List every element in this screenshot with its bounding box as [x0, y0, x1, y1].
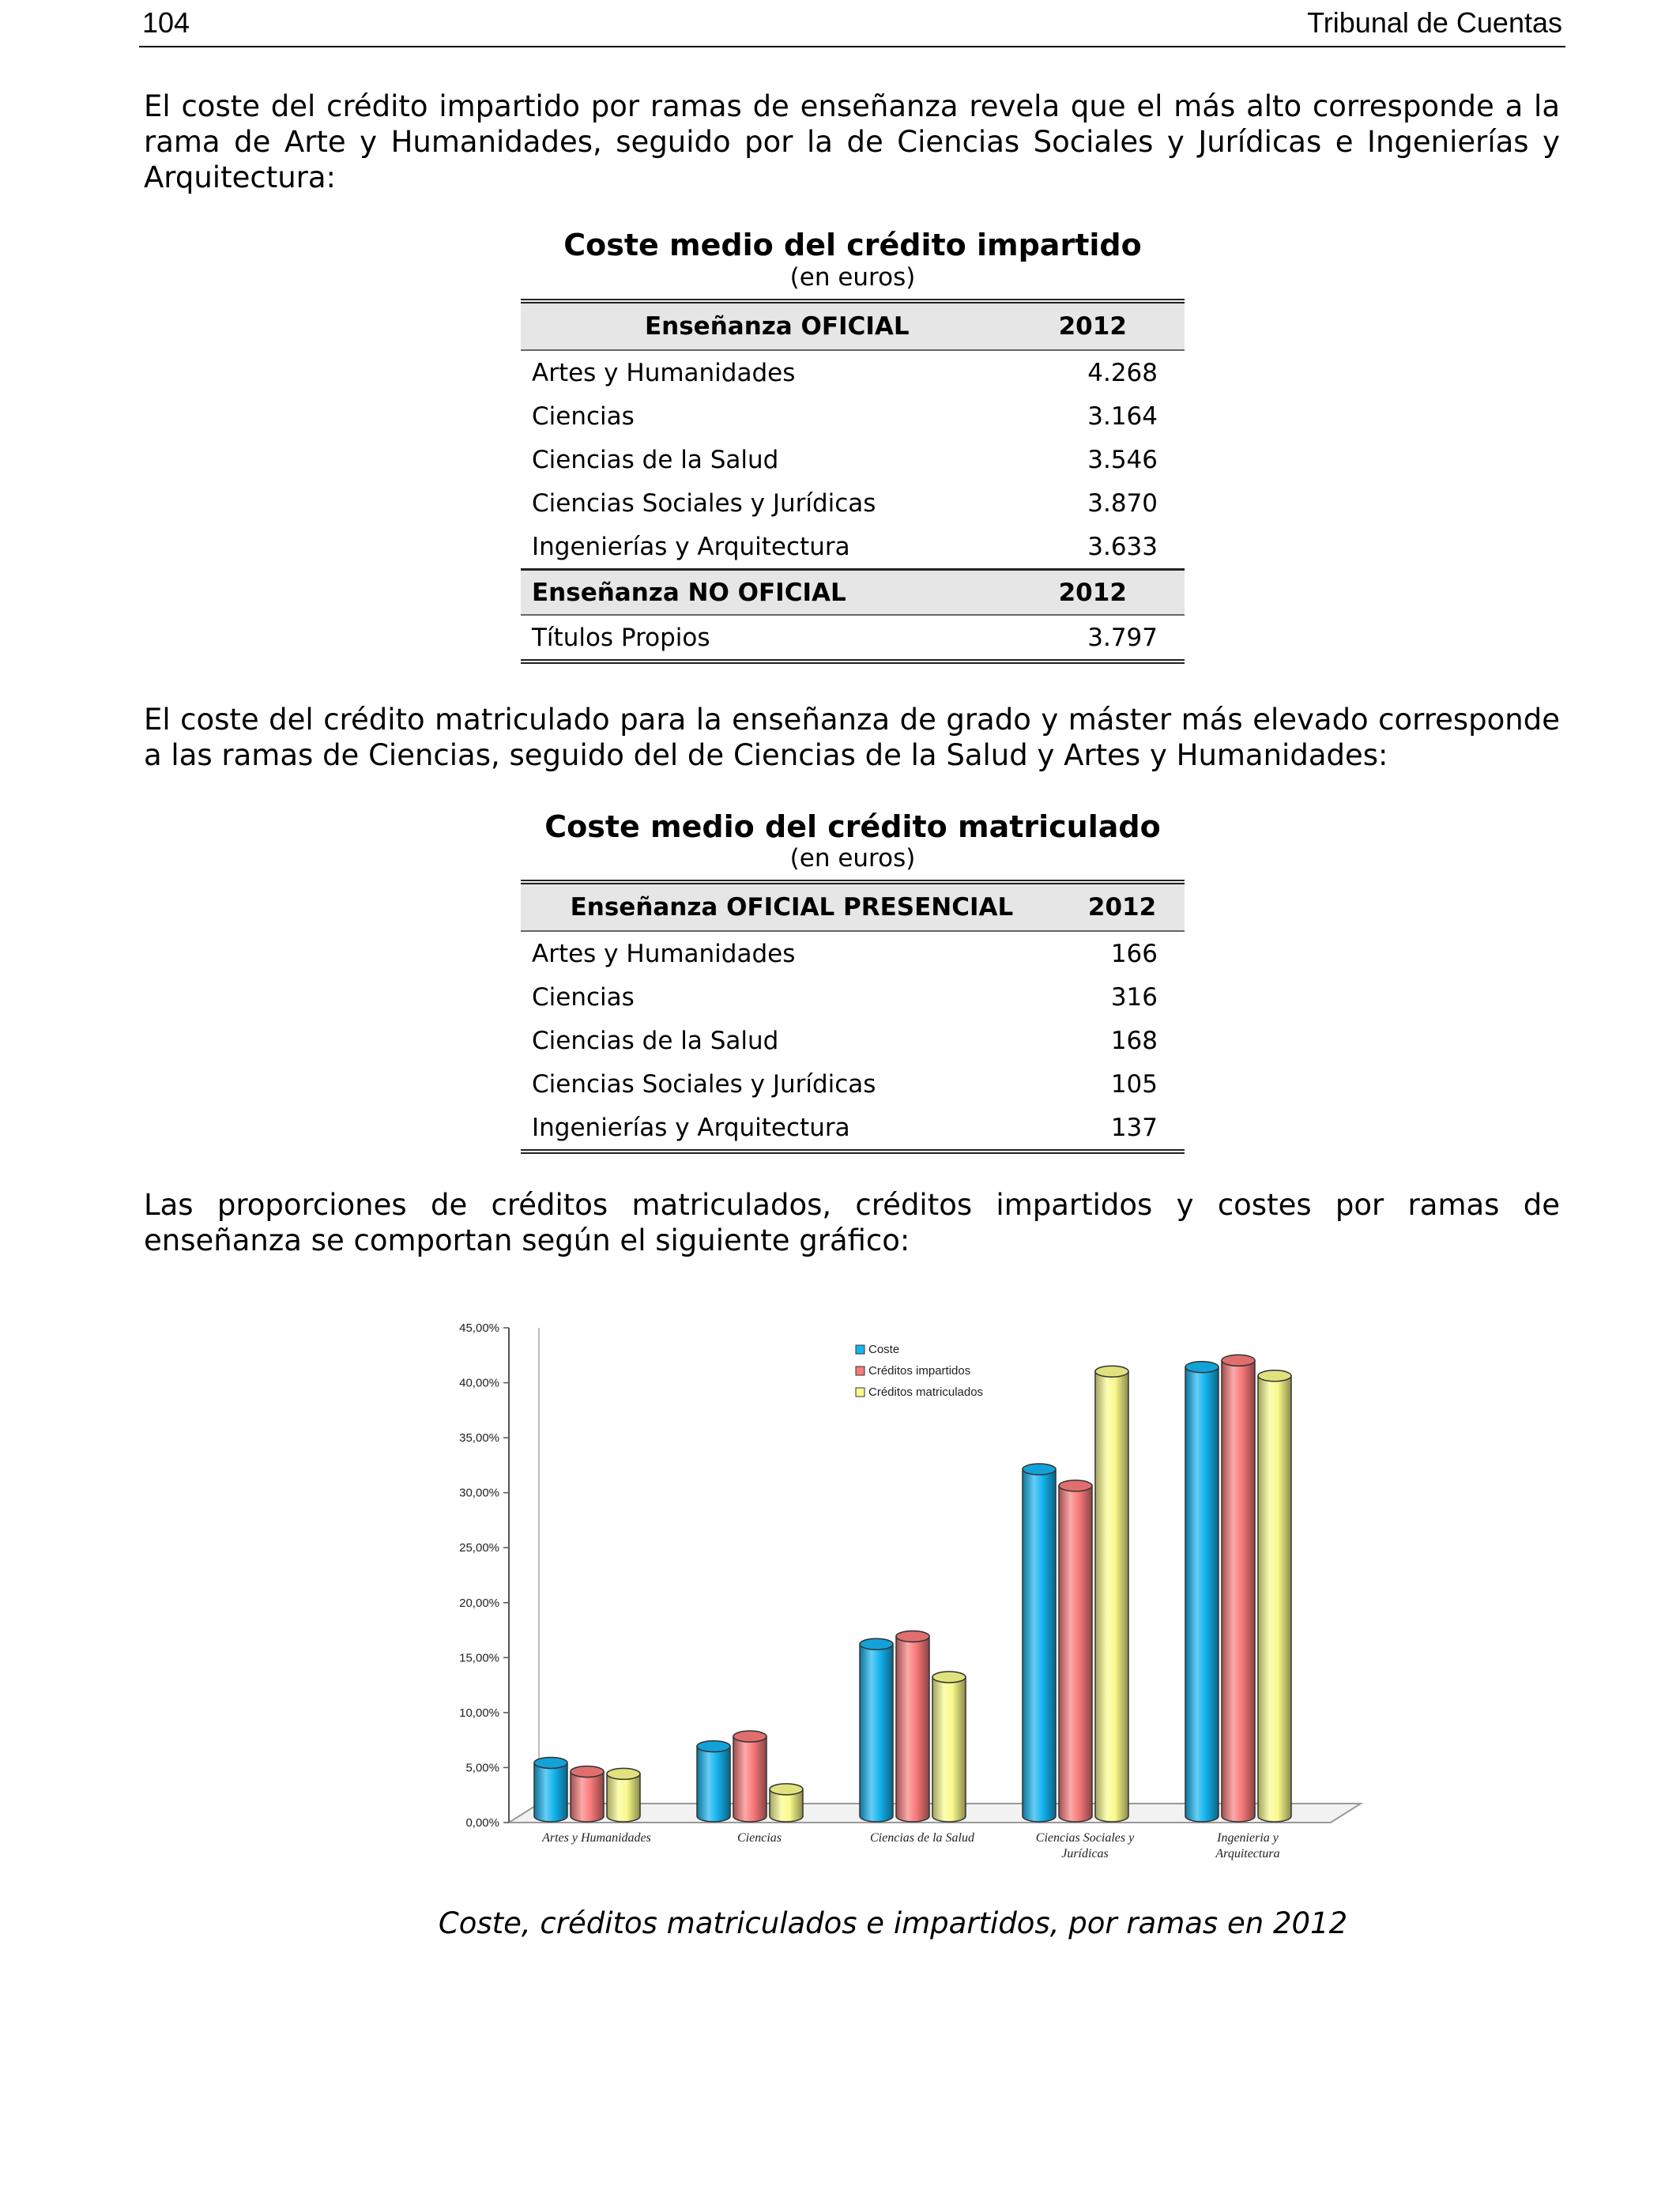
bar-top-1-0	[697, 1741, 730, 1752]
row-value: 4.268	[1087, 358, 1158, 387]
bar-cr-ditos-matriculados-2	[932, 1677, 966, 1822]
row-label: Ciencias Sociales y Jurídicas	[532, 488, 876, 518]
row-value: 105	[1110, 1069, 1158, 1099]
bar-coste-4	[1185, 1367, 1219, 1822]
bar-top-1-2	[770, 1784, 803, 1795]
bar-cr-ditos-impartidos-2	[896, 1636, 929, 1822]
bar-top-4-0	[1185, 1362, 1219, 1373]
row-value: 3.633	[1087, 532, 1158, 561]
y-tick-label: 0,00%	[465, 1816, 499, 1830]
row-label: Ingenierías y Arquitectura	[521, 1106, 1063, 1152]
x-tick-label: Ciencias Sociales y	[1035, 1831, 1135, 1845]
page-number: 104	[142, 6, 190, 39]
table-row	[521, 438, 1185, 481]
paragraph-coste-matriculado: El coste del crédito matriculado para la enseñanza de grado y máster más elevado corresponde a las ramas de Ciencias, seguido del de Ciencias de la Salud y Artes y Humanidades:	[144, 703, 1560, 772]
bar-top-0-2	[607, 1768, 640, 1779]
bar-top-4-1	[1222, 1355, 1255, 1366]
table-row	[521, 931, 1185, 975]
column-header-year: 2012	[1063, 882, 1185, 931]
bar-chart-ramas	[443, 1309, 1367, 1870]
bar-top-2-2	[932, 1672, 966, 1683]
y-tick-label: 10,00%	[459, 1706, 499, 1720]
column-header-ensenanza: Enseñanza OFICIAL	[521, 301, 1034, 350]
bar-top-2-0	[860, 1638, 893, 1649]
table-row	[521, 1019, 1185, 1062]
column-header-ensenanza: Enseñanza OFICIAL PRESENCIAL	[521, 882, 1063, 931]
row-value: 166	[1110, 939, 1158, 968]
row-label: Ciencias de la Salud	[532, 1026, 779, 1055]
legend-label: Créditos matriculados	[868, 1385, 984, 1399]
table-header-row	[521, 882, 1185, 931]
table-row	[521, 525, 1185, 570]
legend-label: Créditos impartidos	[868, 1364, 971, 1378]
row-label: Ingenierías y Arquitectura	[532, 532, 850, 561]
table-row	[521, 350, 1185, 394]
x-tick-label: Ciencias	[737, 1831, 782, 1845]
y-tick-label: 40,00%	[459, 1376, 499, 1390]
bar-top-4-2	[1258, 1370, 1291, 1382]
table-coste-matriculado	[521, 880, 1185, 1154]
row-value: 3.870	[1087, 488, 1158, 518]
row-label: Ciencias	[532, 982, 635, 1012]
table-subheader-row	[521, 570, 1185, 616]
bar-coste-1	[697, 1747, 730, 1822]
bar-cr-ditos-matriculados-4	[1258, 1376, 1291, 1822]
row-value: 137	[1063, 1106, 1185, 1152]
row-value: 168	[1110, 1026, 1158, 1055]
y-tick-label: 30,00%	[459, 1486, 499, 1500]
table1-title: Coste medio del crédito impartido	[563, 228, 1142, 262]
row-label: Ciencias	[532, 401, 635, 431]
bar-coste-3	[1023, 1469, 1056, 1822]
bar-cr-ditos-impartidos-0	[571, 1772, 604, 1822]
row-label: Títulos Propios	[521, 615, 1034, 662]
row-label: Ciencias de la Salud	[532, 445, 779, 474]
legend-swatch	[856, 1388, 864, 1397]
table-row	[521, 1106, 1185, 1152]
bar-top-1-1	[733, 1731, 767, 1742]
header-title: Tribunal de Cuentas	[1307, 6, 1562, 39]
table-row	[521, 615, 1185, 662]
table2-subtitle: (en euros)	[789, 844, 916, 873]
chart-caption: Coste, créditos matriculados e impartidos, por ramas en 2012	[438, 1906, 1348, 1940]
row-value: 3.797	[1034, 615, 1185, 662]
y-tick-label: 5,00%	[465, 1761, 499, 1775]
y-tick-label: 45,00%	[459, 1321, 499, 1335]
row-label: Artes y Humanidades	[532, 939, 796, 968]
subheader-no-oficial: Enseñanza NO OFICIAL	[521, 570, 1034, 616]
table-row	[521, 481, 1185, 525]
row-label: Artes y Humanidades	[532, 358, 796, 387]
bar-top-2-1	[896, 1630, 929, 1642]
bar-cr-ditos-impartidos-3	[1059, 1486, 1092, 1822]
x-tick-label: Jurídicas	[1061, 1847, 1109, 1860]
bar-coste-2	[860, 1644, 893, 1822]
bar-top-3-1	[1059, 1480, 1092, 1491]
paragraph-coste-impartido: El coste del crédito impartido por ramas de enseñanza revela que el más alto corresponde a la rama de Arte y Humanidades, seguido por la de Ciencias Sociales y Jurídicas e Ingenierías y Arquitectura:	[144, 89, 1560, 194]
bar-coste-0	[534, 1762, 567, 1822]
row-label: Ciencias Sociales y Jurídicas	[532, 1069, 876, 1099]
bar-top-0-0	[534, 1757, 567, 1768]
table-row	[521, 394, 1185, 438]
legend-swatch	[856, 1345, 864, 1354]
x-tick-label: Artes y Humanidades	[542, 1831, 651, 1845]
bar-cr-ditos-impartidos-1	[733, 1736, 767, 1822]
bar-cr-ditos-impartidos-4	[1222, 1360, 1255, 1822]
legend-label: Coste	[868, 1343, 900, 1356]
row-value: 3.546	[1087, 445, 1158, 474]
bar-cr-ditos-matriculados-0	[607, 1774, 640, 1822]
x-tick-label: Ingenieria y	[1217, 1831, 1279, 1845]
row-value: 316	[1110, 982, 1158, 1012]
row-value: 3.164	[1087, 401, 1158, 431]
legend-swatch	[856, 1367, 864, 1375]
table-coste-impartido	[521, 299, 1185, 664]
y-tick-label: 35,00%	[459, 1431, 499, 1446]
y-tick-label: 25,00%	[459, 1541, 499, 1555]
bar-top-3-0	[1023, 1464, 1056, 1475]
bar-cr-ditos-matriculados-3	[1095, 1371, 1128, 1822]
subheader-year: 2012	[1034, 570, 1185, 616]
table-header-row	[521, 301, 1185, 350]
table-row	[521, 1062, 1185, 1106]
column-header-year: 2012	[1034, 301, 1185, 350]
table1-subtitle: (en euros)	[789, 263, 916, 292]
table-row	[521, 975, 1185, 1019]
x-tick-label: Arquitectura	[1215, 1847, 1280, 1860]
paragraph-proporciones: Las proporciones de créditos matriculados, créditos impartidos y costes por ramas de enseñanza se comportan según el siguiente gráfico:	[144, 1188, 1560, 1257]
y-tick-label: 15,00%	[459, 1651, 499, 1665]
page-header	[139, 6, 1565, 47]
table2-title: Coste medio del crédito matriculado	[544, 809, 1161, 844]
bar-top-3-2	[1095, 1366, 1128, 1377]
y-tick-label: 20,00%	[459, 1596, 499, 1610]
x-tick-label: Ciencias de la Salud	[870, 1831, 974, 1845]
bar-top-0-1	[571, 1766, 604, 1777]
